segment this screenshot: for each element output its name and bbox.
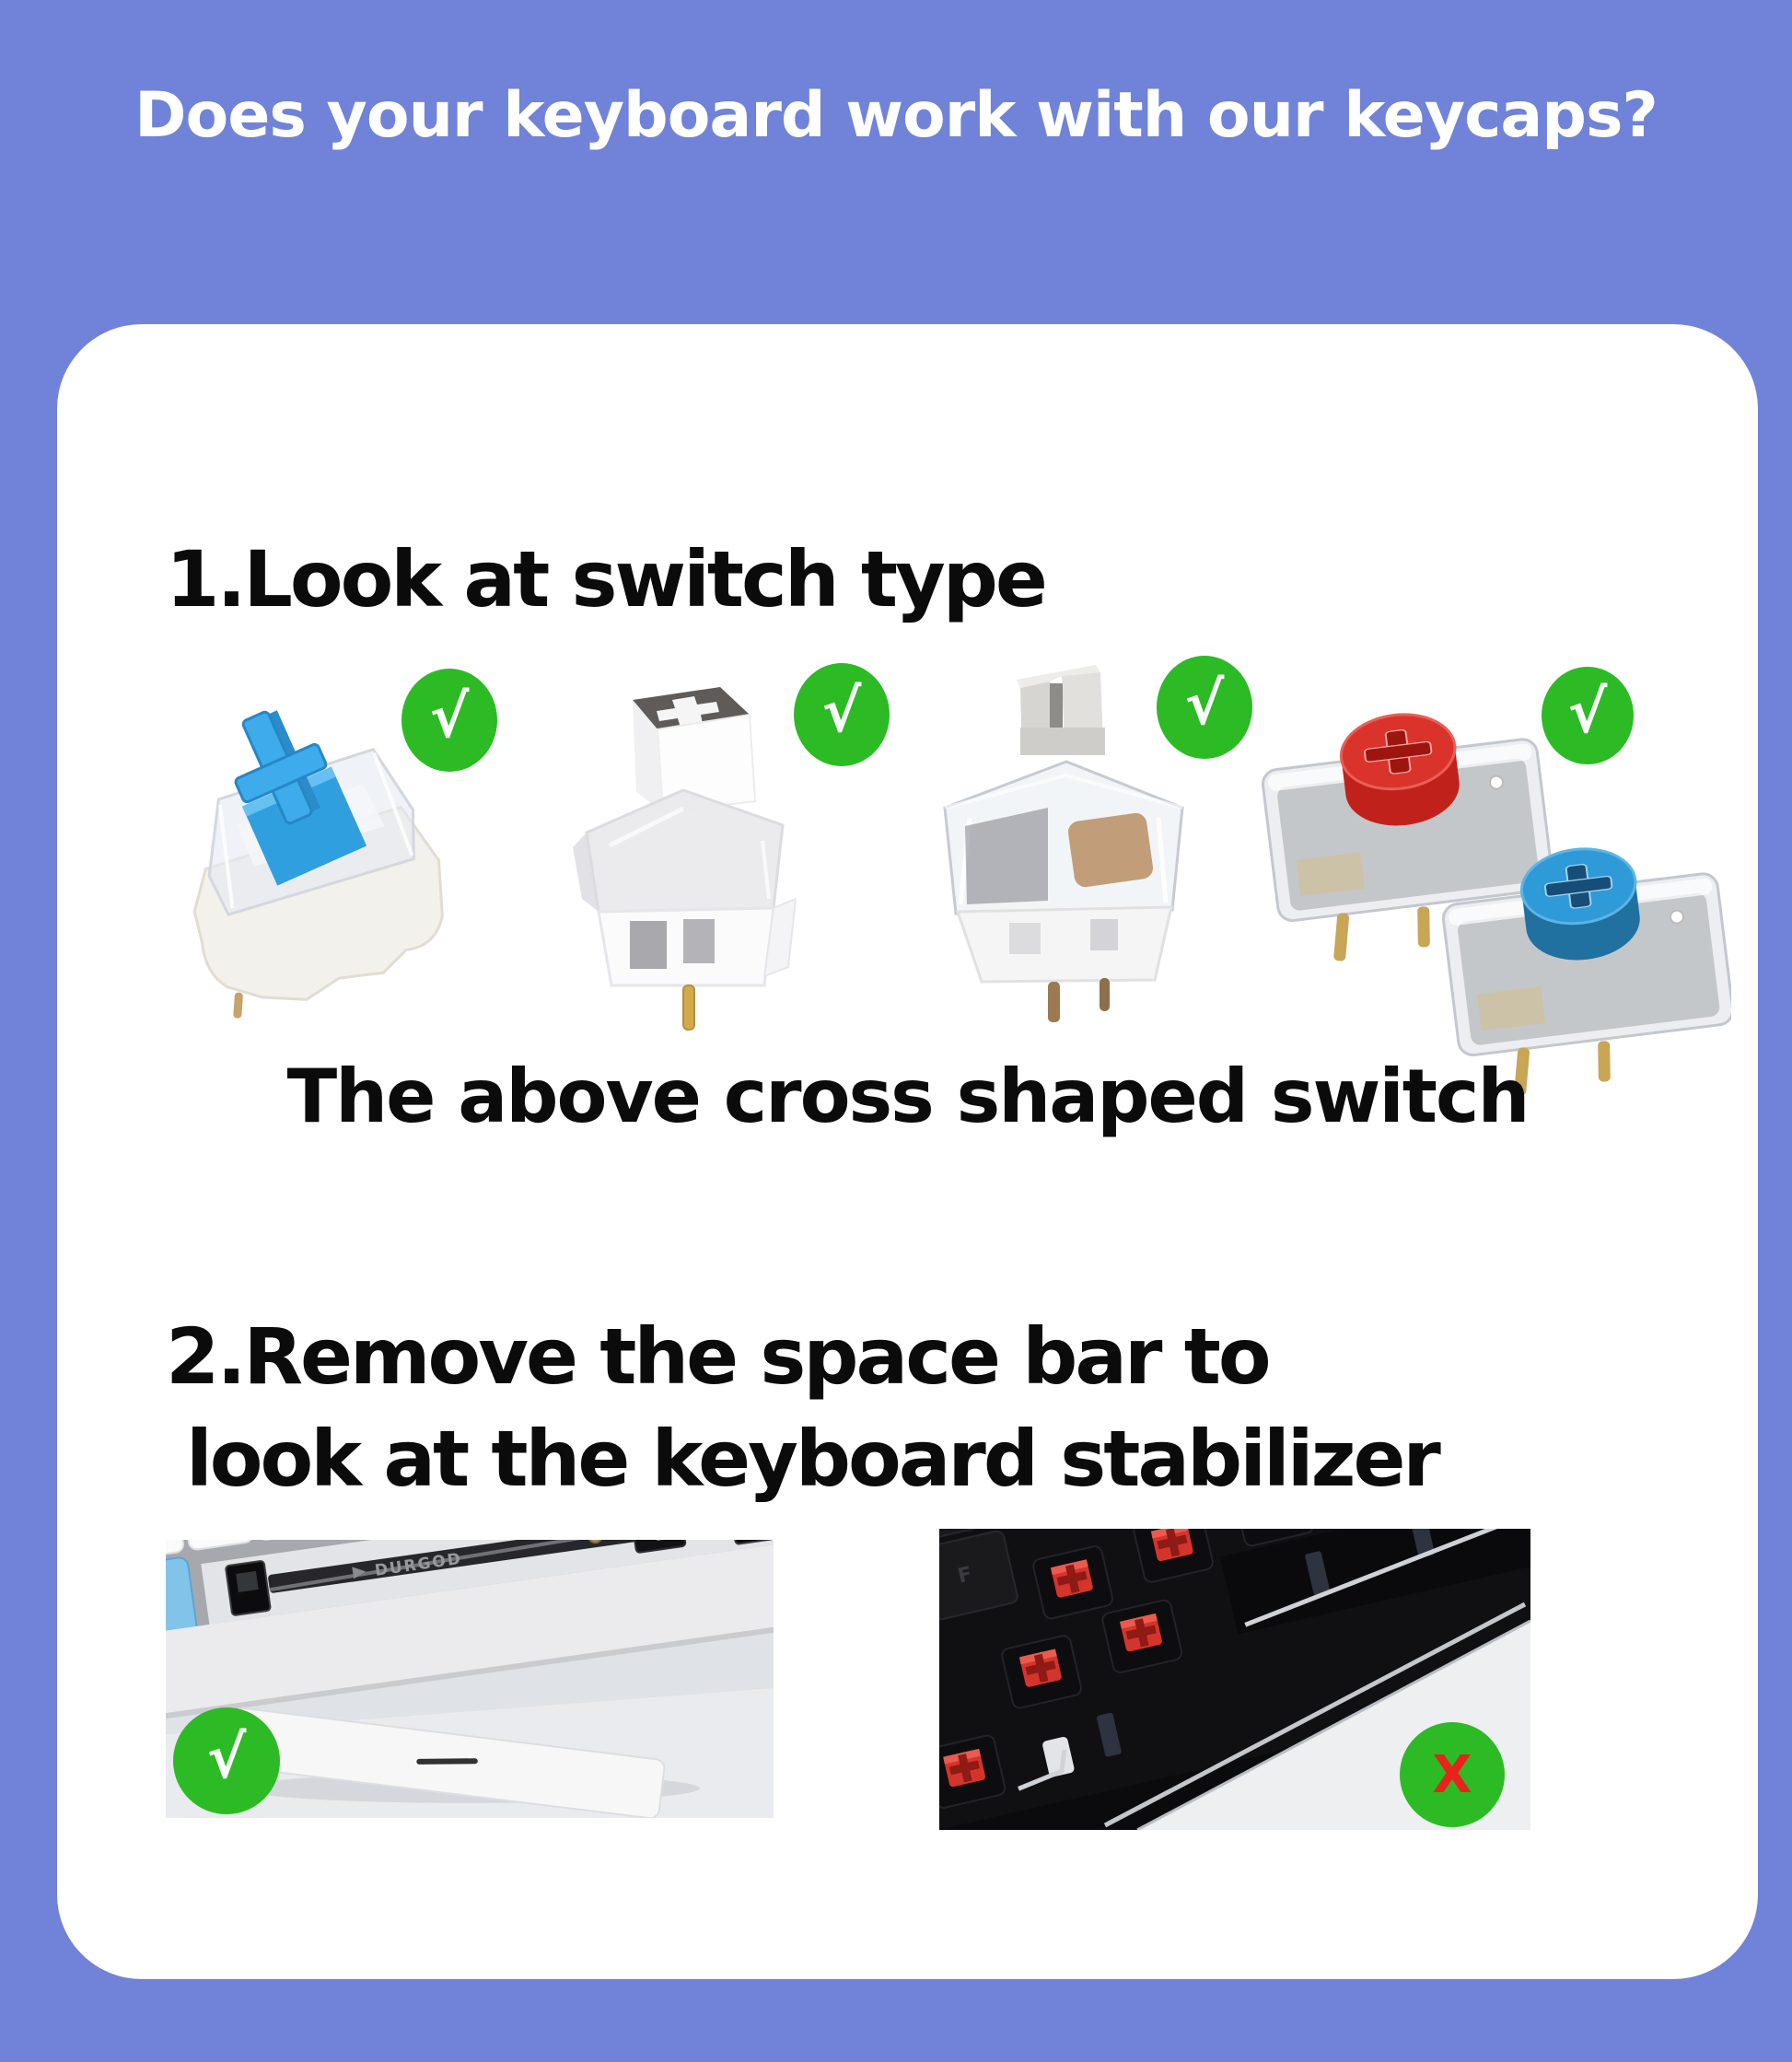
cross-icon: X <box>1432 1744 1472 1805</box>
step2-heading-line2: look at the keyboard stabilizer <box>186 1413 1438 1504</box>
check-icon: √ <box>429 683 470 751</box>
check-badge-2 <box>794 663 890 766</box>
switch-pin <box>1048 982 1060 1022</box>
step1-caption: The above cross shaped switch <box>286 1054 1529 1139</box>
step1-heading: 1.Look at switch type <box>166 534 1045 624</box>
check-badge-photo <box>173 1707 280 1814</box>
check-badge-1 <box>401 669 497 772</box>
stabilizer-insert <box>226 1561 271 1616</box>
check-badge-4 <box>1542 667 1634 764</box>
check-icon: √ <box>206 1724 247 1792</box>
cross-badge-photo <box>1400 1722 1505 1827</box>
step2-heading <box>166 1306 1438 1510</box>
check-icon: √ <box>1184 670 1225 739</box>
switch-pin <box>1100 978 1110 1011</box>
page-title: Does your keyboard work with our keycaps? <box>134 79 1658 152</box>
check-badge-3 <box>1157 656 1252 759</box>
switch-photo-low-profile <box>1254 674 1731 1107</box>
content-card <box>57 324 1758 1979</box>
switch-pin <box>1333 913 1349 961</box>
copper-leaf <box>1066 811 1154 888</box>
lower-housing <box>958 907 1171 982</box>
check-icon: √ <box>1567 679 1608 747</box>
low-profile-switches-illustration <box>1254 674 1731 1107</box>
switch-pin <box>233 992 243 1019</box>
keycap-label-f: F <box>955 1563 975 1589</box>
switch-pin <box>1417 906 1430 947</box>
switch-photo-white-box <box>545 661 821 1057</box>
frosted-housing <box>587 790 783 912</box>
check-icon: √ <box>821 678 862 746</box>
switch-pin <box>683 985 694 1030</box>
brand-text: DURGOD <box>373 1549 464 1580</box>
white-box-switch-illustration <box>545 661 821 1057</box>
step2-heading-line1: 2.Remove the space bar to <box>166 1311 1269 1402</box>
